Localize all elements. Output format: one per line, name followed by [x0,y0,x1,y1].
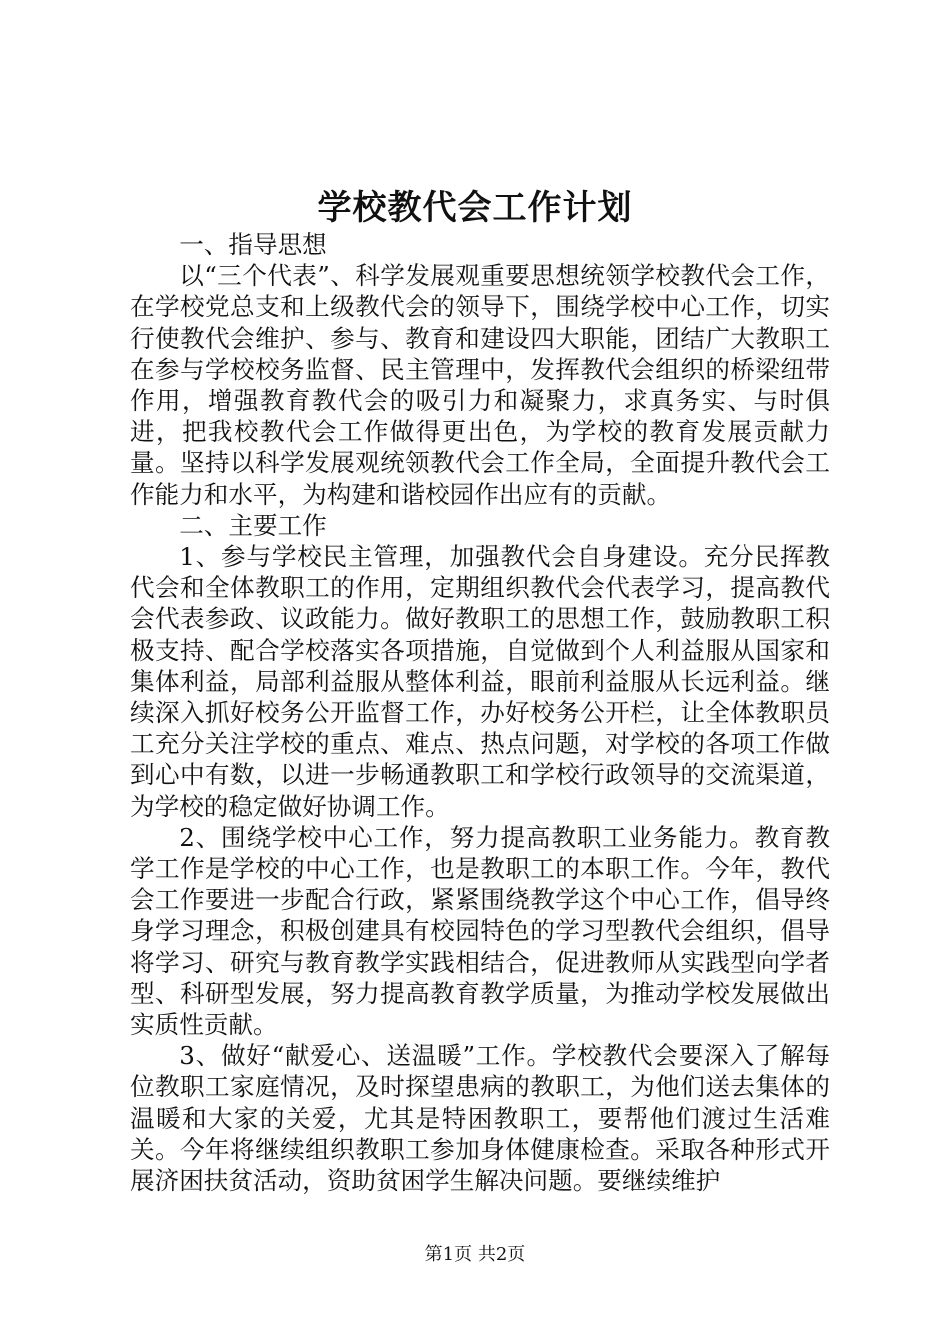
paragraph-main-work-1: 1、参与学校民主管理，加强教代会自身建设。充分民挥教代会和全体教职工的作用，定期组织教代会代表学习，提高教代会代表参政、议政能力。做好教职工的思想工作，鼓励教职工积极支持、配合学校落实各项措施，自觉做到个人利益服从国家和集体利益，局部利益服从整体利益，眼前利益服从长远利益。继续深入抓好校务公开监督工作，办好校务公开栏，让全体教职员工充分关注学校的重点、难点、热点问题，对学校的各项工作做到心中有数，以进一步畅通教职工和学校行政领导的交流渠道，为学校的稳定做好协调工作。 [130,542,830,821]
paragraph-main-work-2: 2、围绕学校中心工作，努力提高教职工业务能力。教育教学工作是学校的中心工作，也是教职工的本职工作。今年，教代会工作要进一步配合行政，紧紧围绕教学这个中心工作，倡导终身学习理念，积极创建具有校园特色的学习型教代会组织，倡导将学习、研究与教育教学实践相结合，促进教师从实践型向学者型、科研型发展，努力提高教育教学质量，为推动学校发展做出实质性贡献。 [130,822,830,1040]
paragraph-main-work-3: 3、做好“献爱心、送温暖”工作。学校教代会要深入了解每位教职工家庭情况，及时探望患病的教职工，为他们送去集体的温暖和大家的关爱，尤其是特困教职工，要帮他们渡过生活难关。今年将继续组织教职工参加身体健康检查。采取各种形式开展济困扶贫活动，资助贫困学生解决问题。要继续维护 [130,1041,830,1196]
page-number-footer: 第1页 共2页 [424,1244,526,1265]
document-title: 学校教代会工作计划 [317,188,633,228]
paragraph-guiding-ideology: 以“三个代表”、科学发展观重要思想统领学校教代会工作，在学校党总支和上级教代会的领导下，围绕学校中心工作，切实行使教代会维护、参与、教育和建设四大职能，团结广大教职工在参与学校校务监督、民主管理中，发挥教代会组织的桥梁纽带作用，增强教育教代会的吸引力和凝聚力，求真务实、与时俱进，把我校教代会工作做得更出色，为学校的教育发展贡献力量。坚持以科学发展观统领教代会工作全局，全面提升教代会工作能力和水平，为构建和谐校园作出应有的贡献。 [130,261,830,509]
section-heading-main-work: 二、主要工作 [179,510,327,540]
document-body [130,229,830,1196]
section-heading-guiding-ideology: 一、指导思想 [179,230,327,259]
